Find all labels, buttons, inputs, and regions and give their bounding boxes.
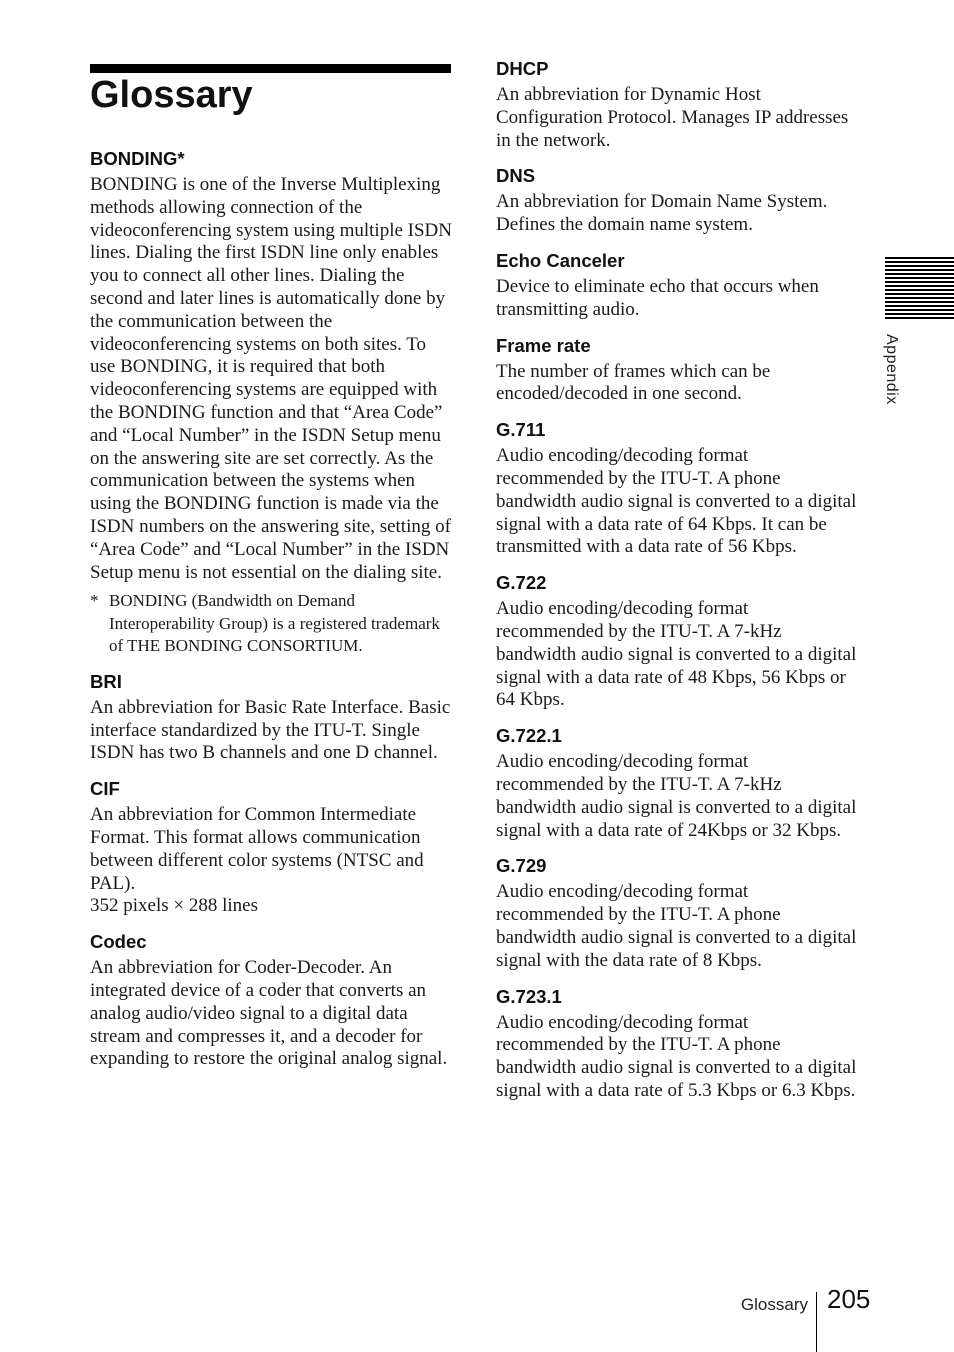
glossary-definition: Audio encoding/decoding format recommended by the ITU-T. A phone bandwidth audio signal is converted to a digital signal with the data rate of 8 Kbps. [496, 881, 857, 971]
glossary-definition: An abbreviation for Dynamic Host Configuration Protocol. Manages IP addresses in the network. [496, 84, 849, 151]
glossary-entry [496, 725, 858, 842]
glossary-extra: 352 pixels × 288 lines [90, 895, 258, 917]
glossary-term: BONDING* [90, 148, 185, 169]
glossary-definition: An abbreviation for Domain Name System. Defines the domain name system. [496, 191, 828, 236]
glossary-term: G.729 [496, 855, 547, 877]
glossary-entry [496, 165, 858, 237]
glossary-definition: An abbreviation for Coder-Decoder. An integrated device of a coder that converts an analog audio/video signal to a digital data stream and compresses it, and a decoder for expanding to restore the original analog signal. [90, 957, 448, 1070]
footer-section-label: Glossary [740, 1295, 808, 1314]
page-title: Glossary [90, 74, 253, 116]
glossary-entry [90, 148, 452, 658]
glossary-term: Frame rate [496, 334, 591, 356]
footer-divider [816, 1292, 817, 1352]
glossary-term: BRI [90, 670, 122, 692]
glossary-column-left [90, 148, 452, 1084]
glossary-term: G.722.1 [496, 725, 562, 747]
page-number: 205 [827, 1284, 871, 1314]
glossary-term: Echo Canceler [496, 249, 625, 271]
glossary-entry [496, 855, 858, 972]
glossary-term: G.723.1 [496, 985, 562, 1007]
glossary-entry [496, 58, 858, 152]
glossary-entry [90, 778, 452, 918]
glossary-term: G.722 [496, 572, 547, 594]
glossary-column-right [496, 58, 858, 1116]
glossary-definition: An abbreviation for Common Intermediate Format. This format allows communication between different color systems (NTSC and PAL). [90, 804, 424, 894]
glossary-definition: An abbreviation for Basic Rate Interface. Basic interface standardized by the ITU-T. Single ISDN has two B channels and one D channel. [90, 696, 451, 764]
glossary-definition: Audio encoding/decoding format recommended by the ITU-T. A 7-kHz bandwidth audio signal is converted to a digital signal with a data rate of 24Kbps or 32 Kbps. [496, 751, 857, 841]
glossary-definition: Audio encoding/decoding format recommended by the ITU-T. A phone bandwidth audio signal is converted to a digital signal with a data rate of 64 Kbps. It can be transmitted with a data rate of 56 Kbps. [496, 445, 857, 558]
glossary-term: DHCP [496, 58, 549, 79]
glossary-entry [496, 250, 858, 322]
glossary-definition: Audio encoding/decoding format recommended by the ITU-T. A 7-kHz bandwidth audio signal is converted to a digital signal with a data rate of 48 Kbps, 56 Kbps or 64 Kbps. [496, 598, 857, 711]
glossary-entry [496, 419, 858, 559]
glossary-term: G.711 [496, 419, 546, 441]
glossary-entry [496, 572, 858, 712]
side-tab [882, 334, 910, 418]
glossary-entry [90, 931, 452, 1071]
footnote [90, 590, 452, 658]
glossary-term: CIF [90, 778, 120, 800]
glossary-definition: Device to eliminate echo that occurs when transmitting audio. [496, 275, 819, 320]
glossary-entry [90, 671, 452, 765]
glossary-entry [496, 335, 858, 407]
glossary-entry [496, 986, 858, 1103]
glossary-definition: The number of frames which can be encoded/decoded in one second. [496, 360, 771, 405]
glossary-definition: BONDING is one of the Inverse Multiplexing methods allowing connection of the videoconferencing system using multiple ISDN lines. Dialing the first ISDN line only enables you to connect all other lines. Dialing the second and later lines is automatically done by the communication between the videoconferencing systems on both sites. To use BONDING, it is required that both videoconferencing systems are equipped with the BONDING function and that “Area Code” and “Local Number” in the ISDN Setup menu on the answering site are set correctly. As the communication between the systems when using the BONDING function is made via the ISDN numbers on the answering site, setting of “Area Code” and “Local Number” in the ISDN Setup menu is not essential on the dialing site. [90, 174, 452, 583]
glossary-definition: Audio encoding/decoding format recommended by the ITU-T. A phone bandwidth audio signal is converted to a digital signal with a data rate of 5.3 Kbps or 6.3 Kbps. [496, 1011, 857, 1101]
glossary-term: DNS [496, 165, 536, 187]
glossary-term: Codec [90, 931, 147, 953]
side-tab-label: Appendix [883, 334, 900, 405]
footnote-mark: * [90, 591, 99, 611]
section-thumb-index [885, 257, 954, 321]
footnote-text: BONDING (Bandwidth on Demand Interoperability Group) is a registered trademark of THE BONDING CONSORTIUM. [109, 591, 440, 656]
